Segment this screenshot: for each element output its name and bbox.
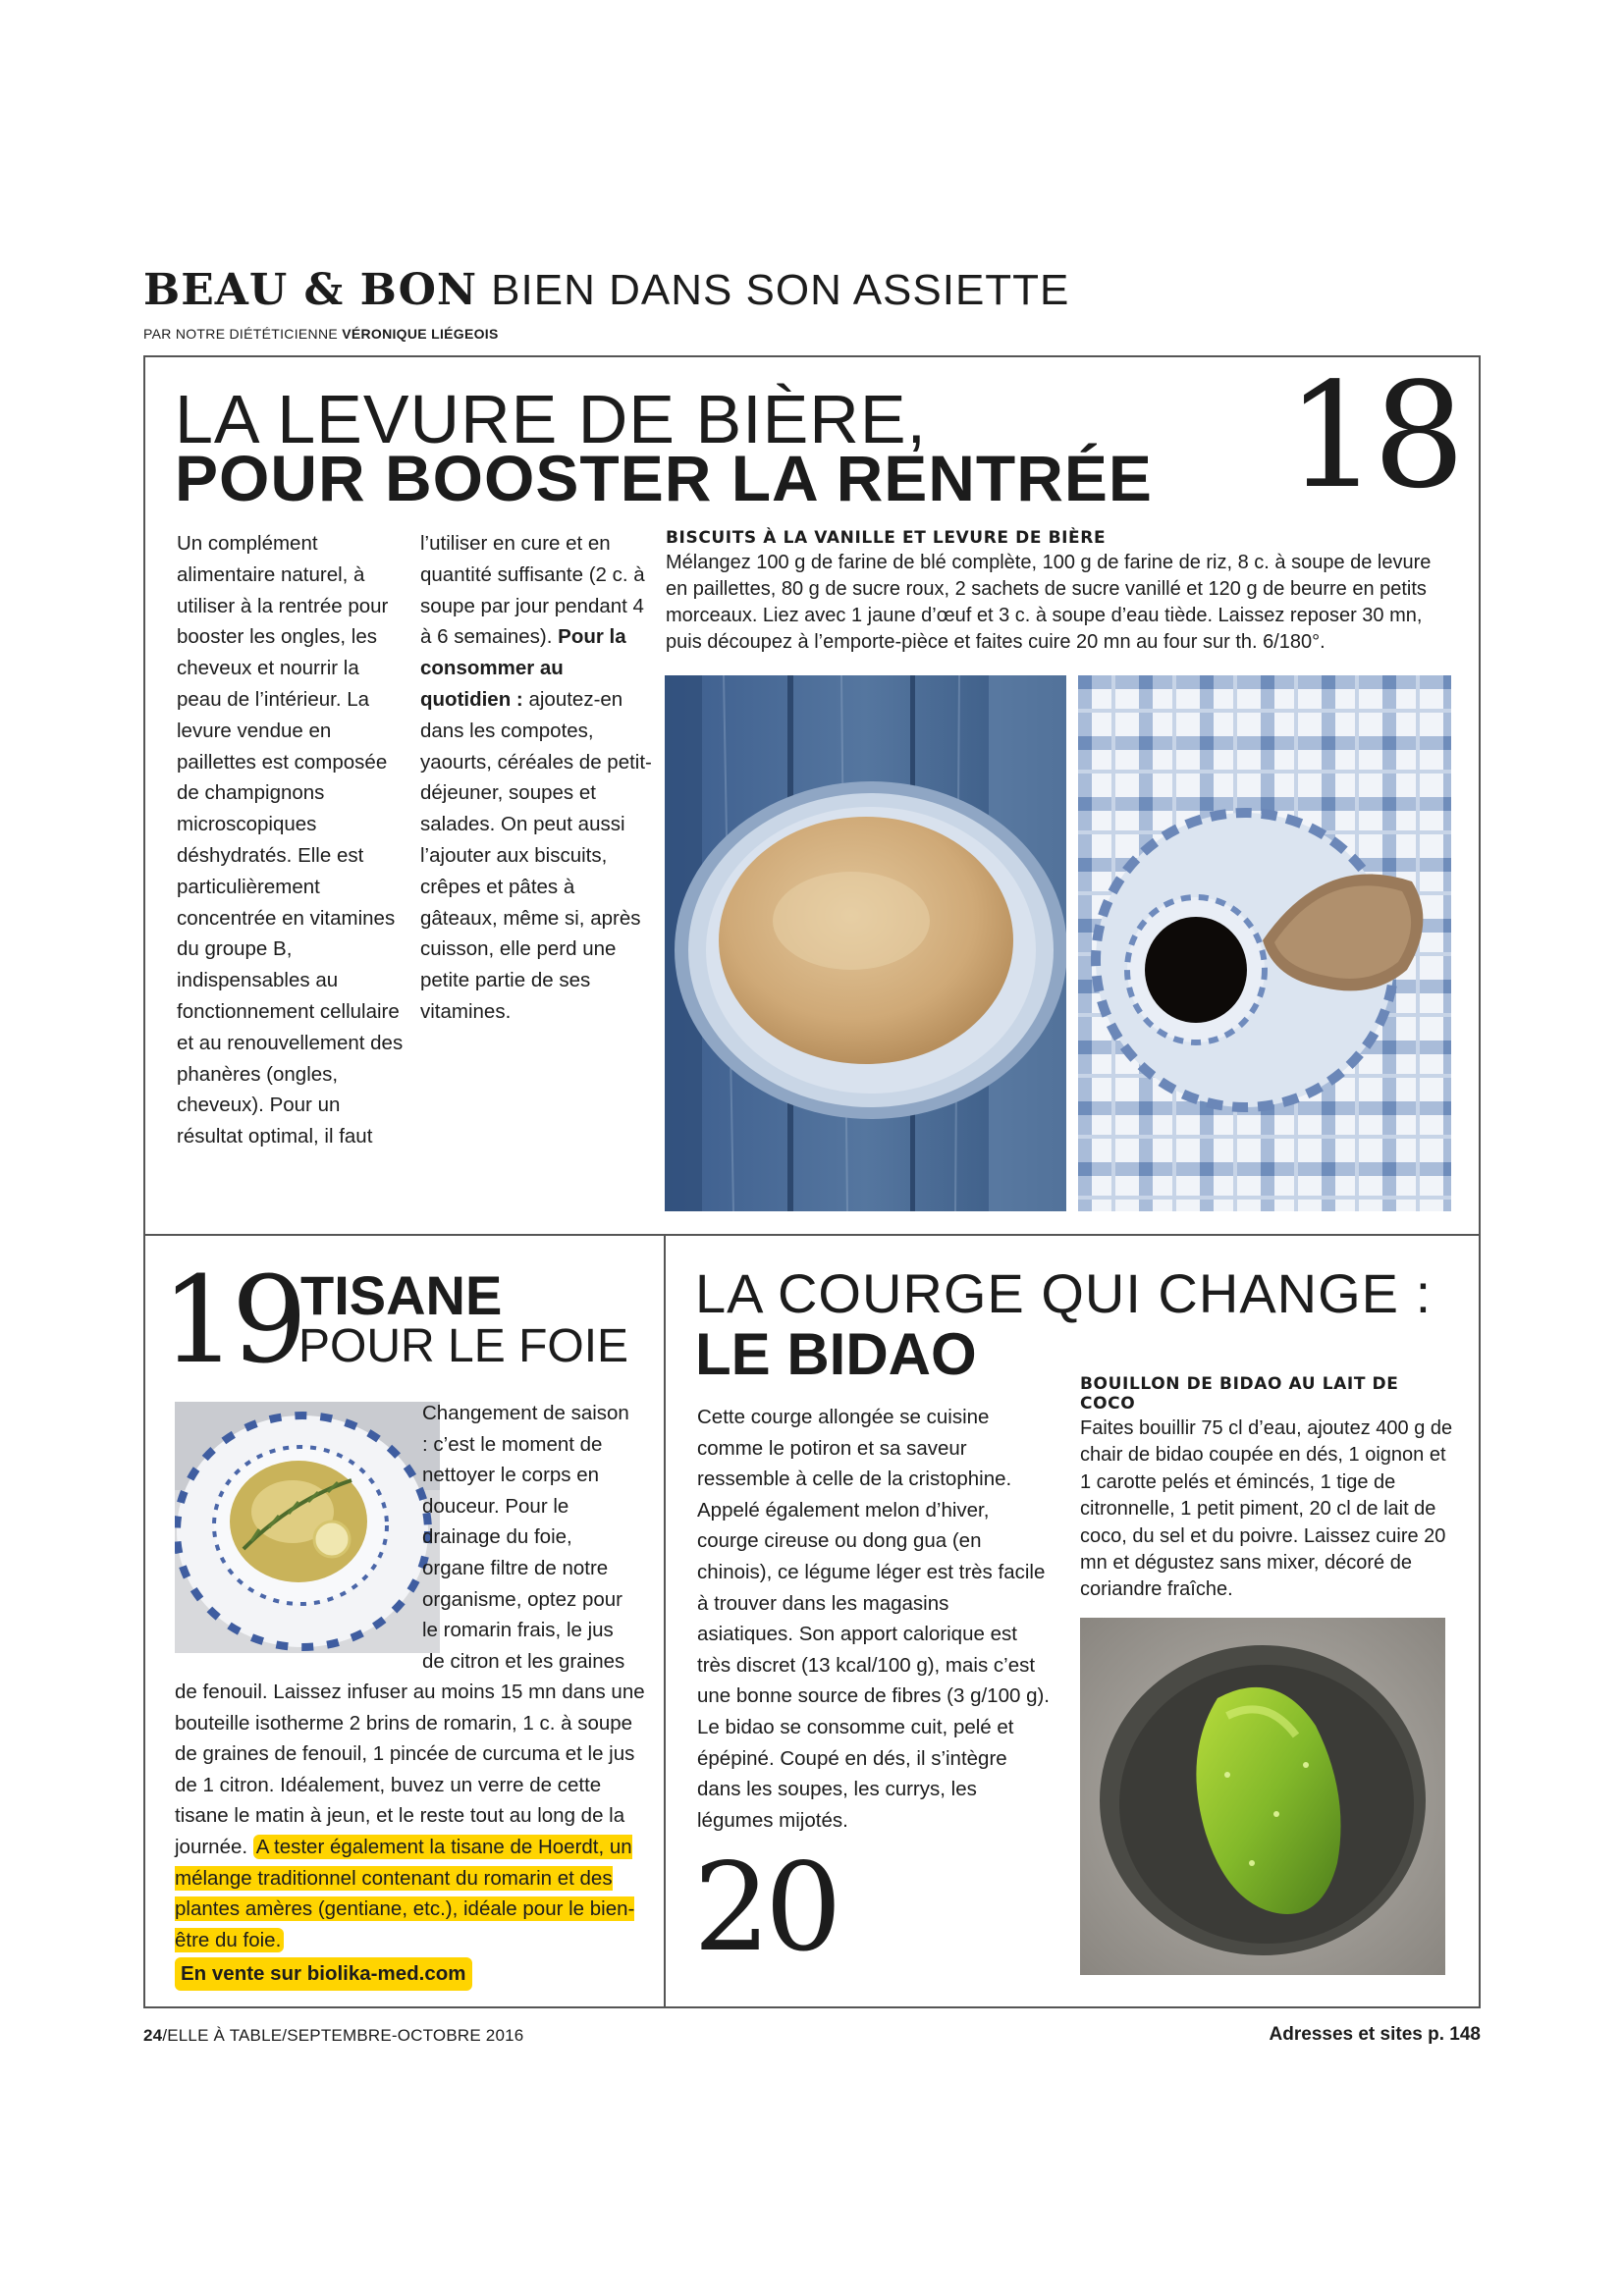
article-18-col2-text1: l’utiliser en cure et en quantité suffisante (2 c. à soupe par jour pendant 4 à 6 semaines). (420, 532, 645, 649)
article-18-recipe (666, 528, 1451, 656)
byline (143, 326, 499, 342)
article-18-col2-text2: ajoutez-en dans les compotes, yaourts, céréales de petit-déjeuner, soupes et salades. On peut aussi l’ajouter aux biscuits, crêpes et pâtes à gâteaux, même si, après cuisson, elle perd une petite partie de ses vitamines. (420, 687, 652, 1023)
article-20-title-line2: LE BIDAO (695, 1321, 977, 1387)
biscuit-crumbs-photo (665, 675, 1066, 1211)
article-20-title-line1: LA COURGE QUI CHANGE : (695, 1262, 1433, 1324)
article-18-number: 18 (1286, 351, 1460, 520)
article-19-wrap-text: Changement de saison : c’est le moment de nettoyer le corps en douceur. Pour le drainage du foie, organe filtre de notre organisme, optez pour le romarin frais, le jus de citron et les graines (422, 1402, 629, 1673)
issue-info: /ELLE À TABLE/SEPTEMBRE-OCTOBRE 2016 (162, 2026, 524, 2045)
article-18-column-1: Un complément alimentaire naturel, à utiliser à la rentrée pour booster les ongles, les cheveux et nourrir la peau de l’intérieur. La levure vendue en paillettes est composée de champignons microscopiques déshydratés. Elle est particulièrement concentrée en vitamines du groupe B, indispensables au fonctionnement cellulaire et au renouvellement des phanères (ongles, cheveux). Pour un résultat optimal, il faut (177, 532, 404, 1148)
article-18-title-line2: POUR BOOSTER LA RENTRÉE (175, 442, 1153, 514)
article-18-col2-bold: Pour la consommer au quotidien : (420, 625, 626, 711)
shop-link[interactable]: En vente sur biolika-med.com (175, 1957, 472, 1991)
article-20-body: Cette courge allongée se cuisine comme le potiron et sa saveur ressemble à celle de la cristophine. Appelé également melon d’hiver, courge cireuse ou dong gua (en chinois), ce légume léger est très facile à trouver dans les magasins asiatiques. Son apport calorique est très discret (13 kcal/100 g), mais c’est une bonne source de fibres (3 g/100 g). Le bidao se consomme cuit, pelé et épépiné. Coupé en dés, il s’intègre dans les soupes, les currys, les légumes mijotés. (697, 1406, 1050, 1832)
bidao-gourd-photo (1080, 1618, 1445, 1975)
brand-logo: BEAU & BON (143, 265, 478, 315)
vertical-divider (664, 1234, 666, 2008)
article-19-body (175, 1677, 650, 1991)
article-19-highlight: A tester également la tisane de Hoerdt, un mélange traditionnel contenant du romarin et des plantes amères (gentiane, etc.), idéale pour le bien-être du foie. (175, 1835, 635, 1951)
article-19-number: 19 (161, 1251, 302, 1390)
footer-addresses: Adresses et sites p. 148 (1269, 2024, 1481, 2045)
page-number: 24 (143, 2026, 163, 2045)
article-20-recipe (1080, 1374, 1453, 1604)
article-19-full-text: de fenouil. Laissez infuser au moins 15 mn dans une bouteille isotherme 2 brins de romarin, 1 c. à soupe de graines de fenouil, 1 pincée de curcuma et le jus de 1 citron. Idéalement, buvez un verre de cette tisane le matin à jeun, et le reste tout au long de la journée. (175, 1681, 645, 1858)
section-tag: BIEN DANS SON ASSIETTE (491, 266, 1070, 314)
horizontal-divider (143, 1234, 1481, 1236)
article-20-recipe-body: Faites bouillir 75 cl d’eau, ajoutez 400 g de chair de bidao coupée en dés, 1 oignon et 1 carotte pelés et émincés, 1 tige de citronnelle, 1 petit piment, 20 cl de lait de coco, du sel et du poivre. Laissez cuire 20 mn et dégustez sans mixer, décoré de coriandre fraîche. (1080, 1417, 1453, 1601)
article-18-column-2 (420, 528, 652, 1028)
byline-prefix: PAR NOTRE DIÉTÉTICIENNE (143, 326, 343, 342)
article-18-title-line1: LA LEVURE DE BIÈRE, (175, 381, 927, 457)
herbal-tea-photo (175, 1402, 440, 1653)
section-header (143, 265, 1069, 315)
article-18-recipe-title: BISCUITS À LA VANILLE ET LEVURE DE BIÈRE (666, 528, 1107, 548)
footer-issue (143, 2026, 523, 2046)
article-19-title-light: POUR LE FOIE (298, 1320, 629, 1372)
byline-author: VÉRONIQUE LIÉGEOIS (342, 326, 499, 342)
article-20-recipe-title: BOUILLON DE BIDAO AU LAIT DE COCO (1080, 1374, 1399, 1414)
article-18-recipe-body: Mélangez 100 g de farine de blé complète, 100 g de farine de riz, 8 c. à soupe de levure en paillettes, 80 g de sucre roux, 2 sachets de sucre vanillé et 120 g de beurre en petits morceaux. Liez avec 1 jaune d’œuf et 3 c. à soupe d’eau tiède. Laissez reposer 30 mn, puis découpez à l’emporte-pièce et faites cuire 20 mn au four sur th. 6/180°. (666, 552, 1432, 653)
article-20-number: 20 (693, 1838, 837, 1979)
coffee-cup-photo (1078, 675, 1451, 1211)
article-19-title-bold: TISANE (300, 1264, 503, 1326)
